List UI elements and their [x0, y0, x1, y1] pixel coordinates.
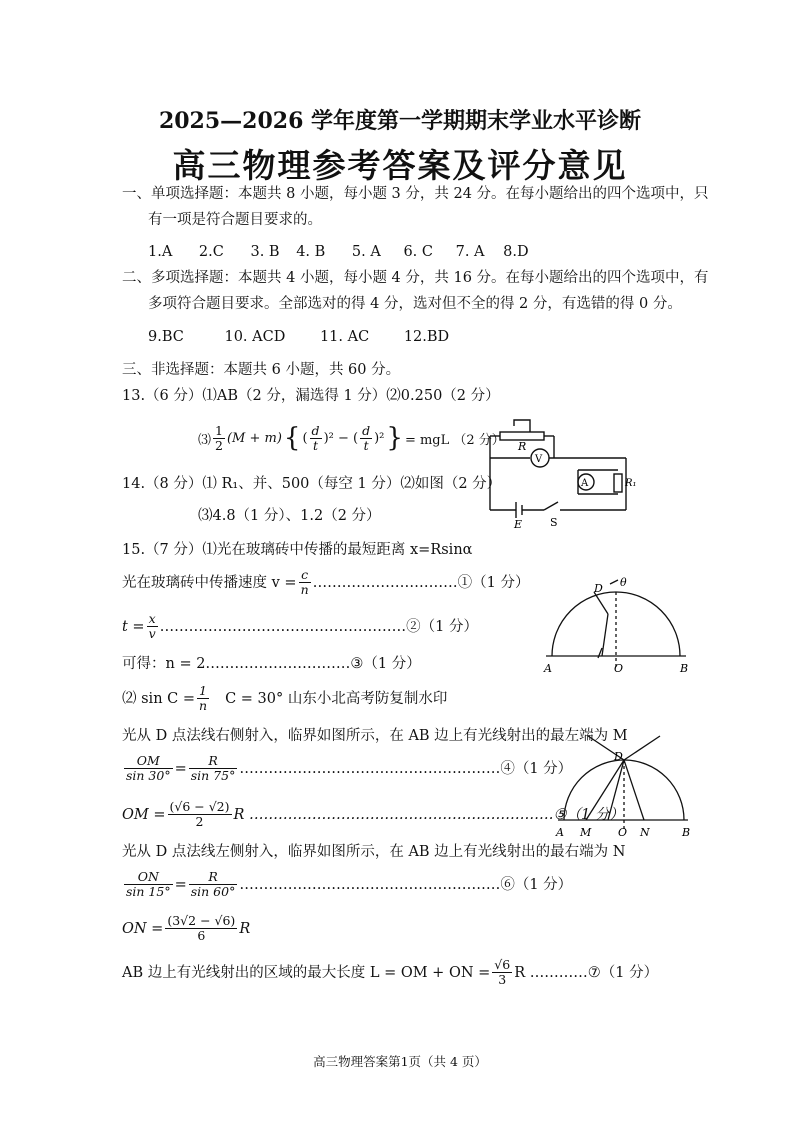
- q15-eq6-equals: =: [174, 876, 187, 893]
- semicircle-figure-1: [536, 572, 696, 678]
- q15-time-eq: [122, 612, 478, 641]
- exam-title-line2: 高三物理参考答案及评分意见: [172, 146, 628, 185]
- circuit-label-S: S: [550, 516, 558, 528]
- fig2-label-N: N: [640, 826, 650, 839]
- q15-eq4-suffix: ………………………………………………④（1 分）: [239, 760, 573, 777]
- q15-eq6-suffix: ………………………………………………⑥（1 分）: [239, 876, 573, 893]
- q15-time-suffix: ……………………………………………②（1 分）: [159, 618, 478, 635]
- q15-L-suffix: R …………⑦（1 分）: [514, 964, 659, 981]
- answer-10: 10. ACD: [224, 329, 286, 345]
- q13-frac-d1: $\frac{d}{t}$: [311, 422, 320, 453]
- circuit-label-E: E: [514, 518, 523, 528]
- page-footer: 高三物理答案第1页（共 4 页）: [313, 1054, 487, 1069]
- q15-eq4-frac2: $\frac{R}{\sin 75^\circ}$: [190, 753, 236, 783]
- answer-2: 2.C: [198, 244, 224, 260]
- q15-L-eq: [122, 958, 658, 987]
- answer-1: 1.A: [148, 244, 173, 260]
- q15-eq4-equals: =: [174, 760, 187, 777]
- fig2-label-A: A: [556, 826, 564, 839]
- fig1-label-O: O: [614, 662, 624, 675]
- q15-sinC-eq: [122, 684, 447, 713]
- answer-4: 4. B: [296, 244, 326, 260]
- fig1-label-A: A: [544, 662, 552, 675]
- q15-ON-eq: [122, 914, 250, 943]
- fig1-label-theta: θ: [620, 576, 627, 589]
- answer-7: 7. A: [455, 244, 485, 260]
- q15-eq6-frac2: $\frac{R}{\sin 60^\circ}$: [190, 869, 236, 899]
- q15-sinC-frac: $\frac{1}{n}$: [199, 683, 208, 713]
- section1-answers: [148, 242, 529, 262]
- section2-heading: 二、多项选择题：本题共 4 小题，每小题 4 分，共 16 分。在每小题给出的四个选项中，有: [122, 270, 709, 286]
- q13-paren-open: (: [302, 430, 308, 446]
- answer-9: 9.BC: [148, 329, 184, 345]
- section1-heading: 一、单项选择题：本题共 8 小题，每小题 3 分，共 24 分。在每小题给出的四个选项中，只: [122, 186, 709, 202]
- section2-heading-cont: 多项符合题目要求。全部选对的得 4 分，选对但不全的得 2 分，有选错的得 0 分。: [148, 296, 682, 312]
- q15-sinC-suffix: C = 30° 山东小北高考防复制水印: [225, 690, 448, 707]
- answer-3: 3. B: [250, 244, 280, 260]
- q15-speed-frac: $\frac{c}{n}$: [300, 567, 309, 597]
- q14-line2: ⑶4.8（1 分）、1.2（2 分）: [198, 508, 381, 524]
- q13-brace-close: }: [386, 423, 403, 453]
- q13-pow1: )² − (: [323, 430, 359, 446]
- fig2-label-O: O: [618, 826, 628, 839]
- fig2-label-B: B: [682, 826, 691, 839]
- q14-line1: 14.（8 分）⑴ R₁、并、500（每空 1 分）⑵如图（2 分）: [122, 476, 502, 492]
- answer-5: 5. A: [351, 244, 381, 260]
- circuit-label-R: R: [518, 440, 527, 453]
- q15-eq6: [122, 870, 572, 899]
- q15-eq4: [122, 754, 572, 783]
- fig1-label-B: B: [680, 662, 689, 675]
- q15-ON-prefix: ON =: [122, 920, 164, 937]
- circuit-label-R1: R₁: [625, 478, 637, 489]
- q15-OM-frac: $\frac{(√6 - √2)}{2}$: [169, 799, 230, 829]
- q15-sinC-prefix: ⑵ sin C =: [122, 690, 195, 707]
- q15-ON-suffix: R: [239, 920, 251, 937]
- q15-OM-prefix: OM =: [122, 806, 166, 823]
- q13-line1: 13.（6 分）⑴AB（2 分，漏选得 1 分）⑵0.250（2 分）: [122, 388, 500, 404]
- semicircle-figure-2: [548, 730, 698, 840]
- section3-heading: 三、非选择题：本题共 6 小题，共 60 分。: [122, 362, 401, 378]
- q13-mass-term: (M + m): [226, 430, 282, 446]
- q15-ON-frac: $\frac{(3√2 - √6)}{6}$: [167, 913, 236, 943]
- q13-brace-open: {: [283, 423, 301, 453]
- q15-L-frac: $\frac{√6}{3}$: [494, 957, 511, 987]
- q15-result: 可得：n = 2…………………………③（1 分）: [122, 656, 421, 672]
- fig2-label-M: M: [580, 826, 592, 839]
- q13-part3-label: ⑶: [198, 432, 212, 448]
- q15-time-frac: $\frac{x}{v}$: [148, 611, 156, 641]
- answer-6: 6. C: [403, 244, 433, 260]
- section2-answers: [148, 327, 449, 347]
- q15-line1: 15.（7 分）⑴光在玻璃砖中传播的最短距离 x=Rsinα: [122, 542, 473, 558]
- q15-time-prefix: t =: [122, 618, 145, 635]
- answer-12: 12.BD: [403, 329, 450, 345]
- q13-frac-half: $\frac{1}{2}$: [215, 422, 223, 453]
- section1-heading-cont: 有一项是符合题目要求的。: [148, 212, 322, 228]
- fig1-label-D: D: [594, 582, 603, 595]
- q13-formula: [198, 418, 505, 458]
- answer-8: 8.D: [503, 244, 529, 260]
- q13-frac-d2: $\frac{d}{t}$: [362, 422, 371, 453]
- q15-speed-suffix: …………………………①（1 分）: [312, 574, 530, 591]
- q15-L-prefix: AB 边上有光线射出的区域的最大长度 L = OM + ON =: [122, 964, 491, 981]
- exam-title-line1: 2025—2026 学年度第一学期期末学业水平诊断: [158, 108, 642, 134]
- q15-right-incidence-text: 光从 D 点法线右侧射入，临界如图所示，在 AB 边上有光线射出的最左端为 M: [122, 728, 628, 744]
- q15-left-incidence-text: 光从 D 点法线左侧射入，临界如图所示，在 AB 边上有光线射出的最右端为 N: [122, 844, 626, 860]
- q15-eq4-frac1: $\frac{OM}{\sin 30^\circ}$: [126, 753, 171, 783]
- q15-OM-suffix: R ………………………………………………………⑤（1 分）: [233, 806, 624, 823]
- q15-eq6-frac1: $\frac{ON}{\sin 15^\circ}$: [126, 869, 171, 899]
- fig2-label-D: D: [614, 750, 623, 763]
- q13-rhs: = mgL （2 分）: [404, 432, 505, 448]
- circuit-diagram: [478, 418, 638, 528]
- circuit-label-A: A: [581, 478, 589, 489]
- answer-11: 11. AC: [319, 329, 370, 345]
- q13-pow2: )²: [374, 430, 385, 446]
- q15-speed-eq: [122, 568, 529, 597]
- q15-speed-prefix: 光在玻璃砖中传播速度 v =: [122, 574, 297, 591]
- circuit-label-V: V: [535, 454, 543, 465]
